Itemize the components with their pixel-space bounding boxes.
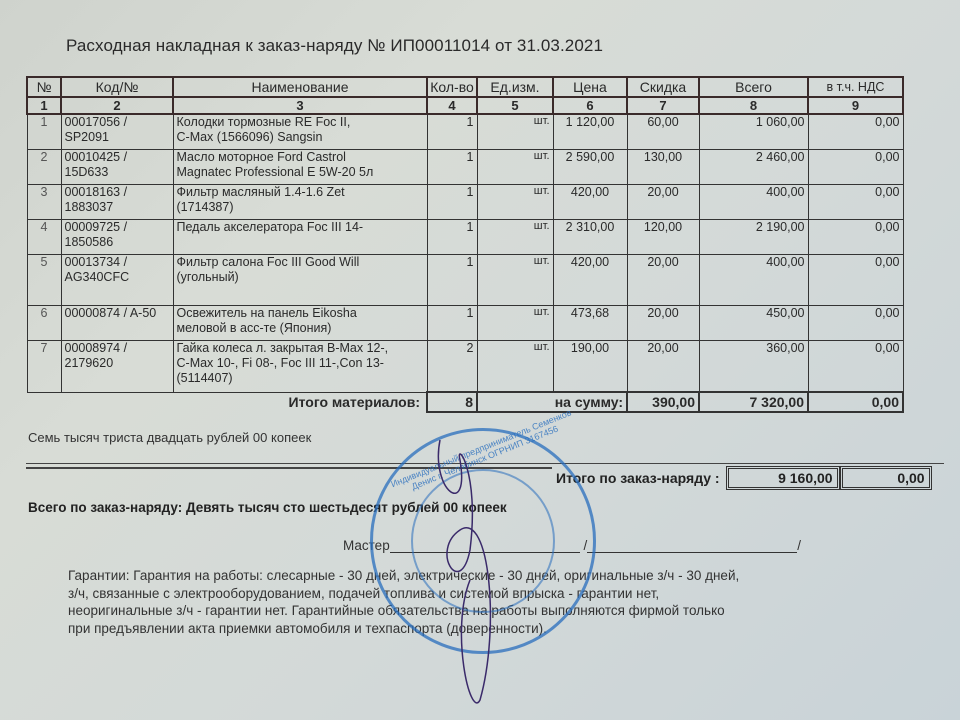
item-name <box>173 306 427 341</box>
items-body <box>27 114 903 392</box>
item-code-line: 00010425 / <box>64 150 128 164</box>
materials-amount-in-words: Семь тысяч триста двадцать рублей 00 копеек <box>28 430 312 445</box>
header-total: Всего <box>699 77 808 97</box>
item-total: 450,00 <box>699 306 808 341</box>
item-vat: 0,00 <box>808 220 903 255</box>
item-unit: шт. <box>477 185 553 220</box>
item-code <box>61 220 173 255</box>
table-row <box>27 114 903 150</box>
row-number: 6 <box>27 306 61 341</box>
item-vat: 0,00 <box>808 114 903 150</box>
item-vat: 0,00 <box>808 341 903 393</box>
item-name <box>173 150 427 185</box>
header-name: Наименование <box>173 77 427 97</box>
item-total: 360,00 <box>699 341 808 393</box>
item-price: 420,00 <box>553 255 627 306</box>
order-amount-in-words <box>28 500 507 515</box>
item-price: 1 120,00 <box>553 114 627 150</box>
col-num-5: 5 <box>477 97 553 114</box>
item-code-line: SP2091 <box>64 130 109 144</box>
item-code-line: 00000874 / A-50 <box>64 306 157 320</box>
item-total: 2 190,00 <box>699 220 808 255</box>
header-row <box>27 77 903 97</box>
stamp-text: Индивидуальный предприниматель Семенков Денис г. Челябинск ОГРНИП 3167456 <box>389 407 573 492</box>
item-qty: 1 <box>427 255 477 306</box>
item-name-line: (угольный) <box>176 270 239 284</box>
warranty-line: неоригинальные з/ч - гарантии нет. Гарантийные обязательства на работы выполняются фирмой только <box>68 603 725 618</box>
item-qty: 1 <box>427 185 477 220</box>
item-name-line: Масло моторное Ford Castrol <box>176 150 346 164</box>
slash-2: / <box>797 538 801 553</box>
item-name <box>173 114 427 150</box>
item-price: 2 590,00 <box>553 150 627 185</box>
item-code-line: 1850586 <box>64 235 114 249</box>
column-number-row <box>27 97 903 114</box>
item-unit: шт. <box>477 341 553 393</box>
table-row <box>27 255 903 306</box>
slash-1: / <box>583 538 588 553</box>
item-code-line: 1883037 <box>64 200 114 214</box>
item-code-line: 00008974 / <box>64 341 128 355</box>
item-discount: 120,00 <box>627 220 699 255</box>
item-price: 420,00 <box>553 185 627 220</box>
row-number: 3 <box>27 185 61 220</box>
totals-vat: 0,00 <box>808 392 903 412</box>
warranty-line: з/ч, связанные с электрооборудованием, подачей топлива и системой впрыска - гарантии нет, <box>68 585 660 601</box>
divider-line-double <box>26 467 552 469</box>
item-name-line: Освежитель на панель Eikosha <box>176 306 357 320</box>
item-code <box>61 185 173 220</box>
item-name-line: (1714387) <box>176 200 234 214</box>
order-total-vat: 0,00 <box>840 466 932 490</box>
item-vat: 0,00 <box>808 255 903 306</box>
item-code <box>61 306 173 341</box>
item-total: 1 060,00 <box>699 114 808 150</box>
table-row <box>27 306 903 341</box>
header-no: № <box>27 77 61 97</box>
item-unit: шт. <box>477 150 553 185</box>
item-name-line: Фильтр масляный 1.4-1.6 Zet <box>176 185 345 199</box>
item-code <box>61 114 173 150</box>
col-num-2: 2 <box>61 97 173 114</box>
col-num-7: 7 <box>627 97 699 114</box>
item-total: 400,00 <box>699 185 808 220</box>
order-in-words-label: Всего по заказ-наряду: <box>28 500 183 515</box>
item-code <box>61 255 173 306</box>
item-vat: 0,00 <box>808 306 903 341</box>
col-num-1: 1 <box>27 97 61 114</box>
order-total-block <box>556 466 932 490</box>
row-number: 5 <box>27 255 61 306</box>
item-price: 473,68 <box>553 306 627 341</box>
item-name-line: меловой в асс-те (Япония) <box>176 321 332 335</box>
item-discount: 20,00 <box>627 306 699 341</box>
table-row <box>27 341 903 393</box>
col-num-9: 9 <box>808 97 903 114</box>
item-name-line: C-Max (1566096) Sangsin <box>176 130 323 144</box>
item-name <box>173 185 427 220</box>
signature-blank <box>390 538 580 553</box>
item-name-line: Гайка колеса л. закрытая B-Max 12-, <box>176 341 389 355</box>
header-qty: Кол-во <box>427 77 477 97</box>
totals-qty: 8 <box>427 392 477 412</box>
totals-row <box>27 392 903 412</box>
item-name <box>173 220 427 255</box>
item-discount: 20,00 <box>627 185 699 220</box>
item-name-line: Колодки тормозные RE Foc II, <box>176 115 351 129</box>
item-qty: 1 <box>427 306 477 341</box>
name-blank <box>587 538 797 553</box>
table-row <box>27 150 903 185</box>
col-num-6: 6 <box>553 97 627 114</box>
item-name-line: Фильтр салона Foc III Good Will <box>176 255 360 269</box>
master-label: Мастер <box>343 538 390 553</box>
header-discount: Скидка <box>627 77 699 97</box>
warranty-line: Гарантии: Гарантия на работы: слесарные - 30 дней, электрические - 30 дней, оригинальные з/ч - 30 дней, <box>68 568 740 583</box>
row-number: 4 <box>27 220 61 255</box>
master-signature-line <box>343 538 801 553</box>
header-unit: Ед.изм. <box>477 77 553 97</box>
document-title: Расходная накладная к заказ-наряду № ИП00011014 от 31.03.2021 <box>66 36 604 55</box>
totals-discount: 390,00 <box>627 392 699 412</box>
col-num-8: 8 <box>699 97 808 114</box>
item-total: 400,00 <box>699 255 808 306</box>
item-name-line: Педаль акселератора Foc III 14- <box>176 220 364 234</box>
items-table <box>26 76 904 413</box>
header-vat: в т.ч. НДС <box>808 77 903 97</box>
item-code <box>61 341 173 393</box>
warranty-text <box>68 567 868 637</box>
divider-line <box>26 463 944 464</box>
row-number: 7 <box>27 341 61 393</box>
item-name-line: (5114407) <box>176 371 233 385</box>
col-num-4: 4 <box>427 97 477 114</box>
item-qty: 2 <box>427 341 477 393</box>
item-price: 2 310,00 <box>553 220 627 255</box>
item-discount: 20,00 <box>627 341 699 393</box>
item-vat: 0,00 <box>808 185 903 220</box>
item-unit: шт. <box>477 114 553 150</box>
totals-sum-label: на сумму: <box>477 392 627 412</box>
item-discount: 130,00 <box>627 150 699 185</box>
item-price: 190,00 <box>553 341 627 393</box>
item-unit: шт. <box>477 306 553 341</box>
warranty-line: при предъявлении акта приемки автомобиля и техпаспорта (доверенности). <box>68 620 547 636</box>
item-vat: 0,00 <box>808 150 903 185</box>
col-num-3: 3 <box>173 97 427 114</box>
item-discount: 60,00 <box>627 114 699 150</box>
item-name <box>173 255 427 306</box>
order-total-value: 9 160,00 <box>726 466 840 490</box>
item-code-line: 2179620 <box>64 356 114 370</box>
item-discount: 20,00 <box>627 255 699 306</box>
totals-label: Итого материалов: <box>27 392 427 412</box>
header-code: Код/№ <box>61 77 173 97</box>
item-code-line: 00009725 / <box>64 220 128 234</box>
totals-total: 7 320,00 <box>699 392 808 412</box>
item-code <box>61 150 173 185</box>
item-code-line: 00018163 / <box>64 185 128 199</box>
item-qty: 1 <box>427 150 477 185</box>
item-name-line: Magnatec Professional E 5W-20 5л <box>176 165 374 179</box>
item-unit: шт. <box>477 255 553 306</box>
item-qty: 1 <box>427 220 477 255</box>
table-row <box>27 185 903 220</box>
table-row <box>27 220 903 255</box>
item-code-line: 00017056 / <box>64 115 128 129</box>
header-price: Цена <box>553 77 627 97</box>
item-qty: 1 <box>427 114 477 150</box>
item-code-line: AG340CFC <box>64 270 130 284</box>
item-unit: шт. <box>477 220 553 255</box>
item-name <box>173 341 427 393</box>
row-number: 1 <box>27 114 61 150</box>
item-name-line: C-Max 10-, Fi 08-, Foc III 11-,Con 13- <box>176 356 384 370</box>
item-total: 2 460,00 <box>699 150 808 185</box>
item-code-line: 00013734 / <box>64 255 128 269</box>
order-in-words-value: Девять тысяч сто шестьдесят рублей 00 копеек <box>185 500 507 515</box>
order-total-label: Итого по заказ-наряду : <box>556 470 720 486</box>
row-number: 2 <box>27 150 61 185</box>
item-code-line: 15D633 <box>64 165 109 179</box>
